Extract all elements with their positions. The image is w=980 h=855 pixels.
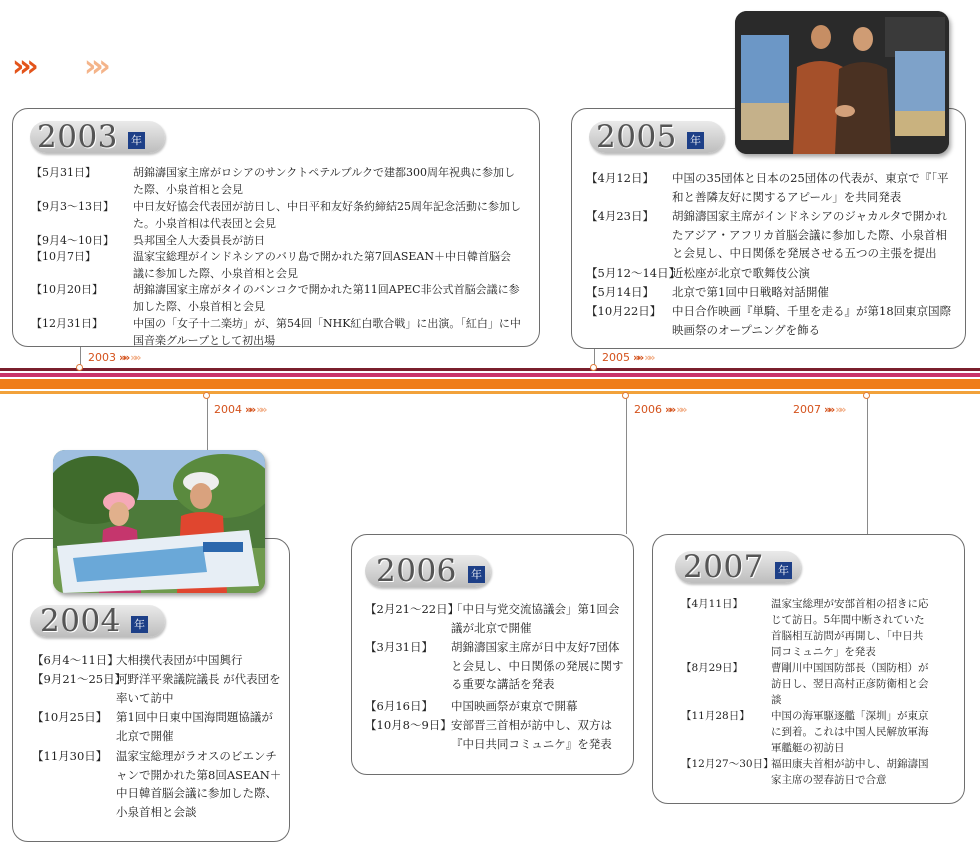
timeline-dot-2004 (203, 392, 210, 399)
event-text: 中日友好協会代表団が訪日し、中日平和友好条約締結25周年記念活動に参加した。小泉首相は代表団と会見 (133, 200, 521, 230)
year-number-2005: 2005 (596, 119, 677, 155)
event-date: 【8月29日】 (681, 662, 744, 674)
event-date: 【3月31日】 (365, 640, 433, 654)
event-row (31, 233, 521, 250)
year-kanji-2003: 年 (128, 132, 145, 149)
header-chevron-dark-icon: »» (12, 49, 27, 84)
event-row (681, 708, 963, 756)
event-row (365, 716, 631, 754)
event-row (586, 283, 958, 302)
connector-2007 (867, 396, 868, 534)
event-row (681, 756, 963, 788)
event-row (586, 302, 958, 340)
event-date: 【4月12日】 (586, 171, 654, 185)
event-text: 中国の「女子十二楽坊」が、第54回「NHK紅白歌合戦」に出演。「紅白」に中国音楽グループとして初出場 (133, 317, 521, 347)
event-date: 【2月21～22日】 (365, 602, 460, 616)
event-text: 曹剛川中国国防部長（国防相）が訪日し、翌日高村正彦防衛相と会談 (771, 662, 929, 706)
event-text: 河野洋平衆議院議長 が代表団を率いて訪中 (116, 672, 281, 705)
event-text: 胡錦濤国家主席がタイのバンコクで開かれた第11回APEC非公式首脳会議に参加した際、小泉首相と会見 (133, 283, 520, 313)
event-date: 【9月21～25日】 (32, 672, 127, 686)
year-number-2003: 2003 (37, 119, 118, 155)
year-number-2004: 2004 (40, 603, 121, 639)
event-date: 【10月20日】 (31, 283, 103, 296)
timeline-dot-2003 (76, 364, 83, 371)
event-row (32, 747, 286, 823)
connector-2004 (207, 396, 208, 450)
year-kanji-2004: 年 (131, 616, 148, 633)
timeline-label-2003: 2003 »» »» (88, 351, 139, 364)
event-row (32, 708, 286, 746)
event-row (586, 207, 958, 263)
year-number-2006: 2006 (376, 553, 457, 589)
event-text: 大相撲代表団が中国興行 (116, 653, 243, 667)
event-text: 胡錦濤国家主席がインドネシアのジャカルタで開かれたアジア・アフリカ首脳会議に参加した際、小泉首相と会見し、中日関係を発展させる五つの主張を提出 (672, 209, 948, 260)
event-row (586, 264, 958, 283)
event-text: 胡錦濤国家主席がロシアのサンクトペテルブルクで建都300周年祝典に参加した際、小泉首相と会見 (133, 166, 516, 196)
event-text: 中国映画祭が東京で開幕 (451, 699, 578, 713)
card-2003 (12, 108, 540, 347)
event-row (32, 670, 286, 708)
timeline-dot-2006 (622, 392, 629, 399)
event-text: 「中日与党交流協議会」第1回会議が北京で開催 (451, 602, 620, 635)
timeline-band-pink (0, 373, 980, 377)
timeline-dot-2005 (590, 364, 597, 371)
timeline-band-bottom (0, 391, 980, 394)
event-row (365, 638, 631, 695)
photo-2004 (53, 450, 265, 593)
event-text: 温家宝総理が安部首相の招きに応じて訪日。5年間中断されていた首脳相互訪問が再開し、「中日共同コミュニケ」を発表 (771, 598, 929, 658)
event-row (31, 165, 521, 199)
event-date: 【6月4～11日】 (32, 653, 119, 667)
event-date: 【11月30日】 (32, 749, 108, 763)
event-row (681, 660, 963, 708)
event-date: 【5月12～14日】 (586, 266, 681, 280)
connector-2006 (626, 396, 627, 534)
timeline-label-2007: 2007 »» »» (793, 403, 844, 416)
event-text: 呉邦国全人大委員長が訪日 (133, 234, 265, 247)
event-row (31, 282, 521, 316)
event-date: 【5月14日】 (586, 285, 654, 299)
header-chevron-light-icon: »» (84, 49, 99, 84)
event-row (31, 316, 521, 350)
event-text: 温家宝総理がインドネシアのバリ島で開かれた第7回ASEAN＋中日韓首脳会議に参加した際、小泉首相と会見 (133, 250, 511, 280)
timeline-label-2005: 2005 »» »» (602, 351, 653, 364)
event-text: 近松座が北京で歌舞伎公演 (672, 266, 810, 280)
year-kanji-2007: 年 (775, 562, 792, 579)
timeline-label-2004: 2004 »» »» (214, 403, 265, 416)
event-text: 温家宝総理がラオスのビエンチャンで開かれた第8回ASEAN＋中日韓首脳会議に参加した際、小泉首相と会談 (116, 749, 282, 819)
event-date: 【6月16日】 (365, 699, 433, 713)
photo-2005-illustration (735, 11, 949, 154)
event-date: 【10月8～9日】 (365, 718, 452, 732)
event-date: 【4月23日】 (586, 209, 654, 223)
event-date: 【10月7日】 (31, 250, 96, 263)
event-text: 中国の海軍駆逐艦「深圳」が東京に到着。これは中国人民解放軍海軍艦艇の初訪日 (771, 710, 929, 754)
event-row (31, 249, 521, 283)
event-row (586, 169, 958, 207)
photo-2005 (735, 11, 949, 154)
event-date: 【10月22日】 (586, 304, 662, 318)
event-date: 【5月31日】 (31, 166, 96, 179)
event-text: 胡錦濤国家主席が日中友好7団体と会見し、中日関係の発展に関する重要な講話を発表 (451, 640, 624, 691)
event-row (31, 199, 521, 233)
event-date: 【11月28日】 (681, 710, 750, 722)
year-kanji-2006: 年 (468, 566, 485, 583)
event-date: 【9月3～13日】 (31, 200, 114, 213)
event-date: 【10月25日】 (32, 710, 108, 724)
event-text: 第1回中日東中国海問題協議が北京で開催 (116, 710, 273, 743)
event-text: 福田康夫首相が訪中し、胡錦濤国家主席の翌春訪日で合意 (771, 758, 929, 786)
event-row (32, 651, 286, 670)
timeline-band-top (0, 368, 980, 371)
event-text: 北京で第1回中日戦略対話開催 (672, 285, 829, 299)
event-date: 【4月11日】 (681, 598, 744, 610)
timeline-dot-2007 (863, 392, 870, 399)
event-text: 安部晋三首相が訪中し、双方は『中日共同コミュニケ』を発表 (451, 718, 612, 751)
timeline-band-orange (0, 379, 980, 389)
event-date: 【12月31日】 (31, 317, 103, 330)
event-date: 【9月4～10日】 (31, 234, 114, 247)
event-row (365, 697, 631, 716)
event-row (365, 600, 631, 638)
event-date: 【12月27～30日】 (681, 758, 774, 770)
year-number-2007: 2007 (683, 549, 764, 585)
year-kanji-2005: 年 (687, 132, 704, 149)
event-text: 中日合作映画『単騎、千里を走る』が第18回東京国際映画祭のオープニングを飾る (672, 304, 952, 337)
event-text: 中国の35団体と日本の25団体の代表が、東京で『「平和と善隣友好に関するアピール」を共同発表 (672, 171, 949, 204)
photo-2004-illustration (53, 450, 265, 593)
event-row (681, 596, 963, 660)
card-2007 (652, 534, 965, 804)
timeline-label-2006: 2006 »» »» (634, 403, 685, 416)
card-2006 (351, 534, 634, 775)
